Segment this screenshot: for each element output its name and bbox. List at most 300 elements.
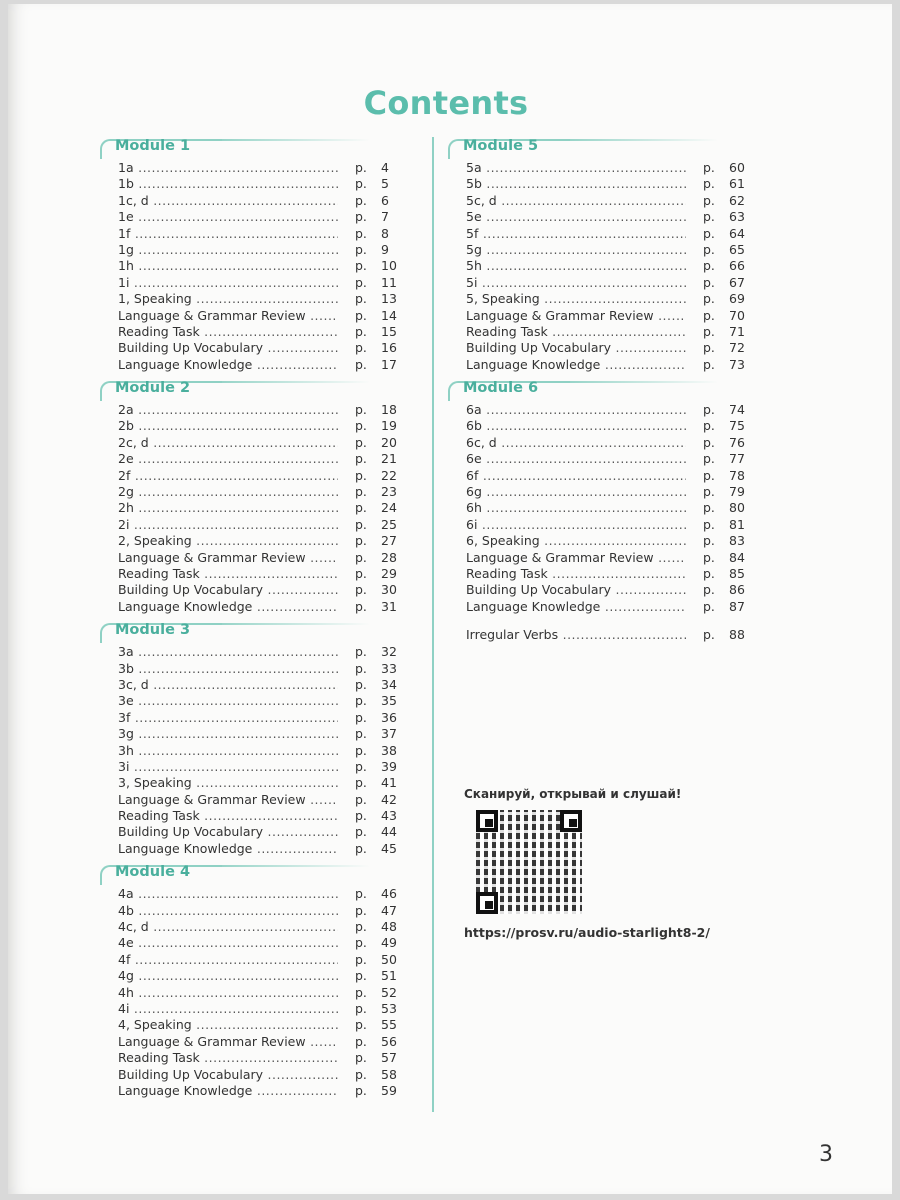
entry-p: p. — [355, 402, 367, 418]
entry-page: 33 — [381, 660, 397, 676]
contents-entry — [100, 726, 420, 742]
entry-page: 8 — [381, 225, 389, 241]
contents-entry — [448, 517, 768, 533]
entry-name: 6c, d ..... — [466, 435, 686, 450]
contents-entry — [100, 775, 420, 791]
entry-name: 4h ..... — [118, 985, 338, 1000]
contents-entry — [448, 357, 768, 373]
entry-p: p. — [355, 192, 367, 208]
entry-name: Building Up Vocabulary ..... — [118, 340, 338, 355]
entry-p: p. — [703, 160, 715, 175]
entry-name: 6f ..... — [466, 468, 686, 483]
entry-p: p. — [703, 418, 715, 434]
entry-p: p. — [703, 467, 715, 483]
entry-page: 14 — [381, 307, 397, 323]
entry-name: 1f ..... — [118, 226, 338, 241]
qr-caption: Сканируй, открывай и слушай! — [464, 787, 682, 801]
entry-p: p. — [355, 160, 367, 175]
entry-p: p. — [703, 402, 715, 418]
contents-entry — [100, 176, 420, 192]
entry-page: 62 — [729, 192, 745, 208]
entry-page: 49 — [381, 935, 397, 951]
entry-p: p. — [703, 484, 715, 500]
entry-name: Reading Task ..... — [466, 566, 686, 581]
entry-p: p. — [355, 291, 367, 307]
entry-p: p. — [355, 984, 367, 1000]
entry-page: 30 — [381, 582, 397, 598]
entry-p: p. — [355, 1017, 367, 1033]
entry-p: p. — [355, 516, 367, 532]
entry-p: p. — [355, 1082, 367, 1098]
entry-p: p. — [703, 323, 715, 339]
entry-name: Language Knowledge ..... — [118, 1083, 338, 1098]
entry-name: 4a ..... — [118, 886, 338, 901]
contents-entry — [448, 258, 768, 274]
entry-page: 64 — [729, 225, 745, 241]
entry-page: 84 — [729, 549, 745, 565]
entry-p: p. — [355, 176, 367, 192]
entry-p: p. — [355, 274, 367, 290]
module-rule — [210, 139, 370, 141]
entry-name: 4, Speaking ..... — [118, 1017, 338, 1032]
entry-p: p. — [355, 467, 367, 483]
entry-name: 1h ..... — [118, 258, 338, 273]
entry-name: 6b ..... — [466, 418, 686, 433]
contents-entry — [448, 226, 768, 242]
contents-entry — [448, 418, 768, 434]
entry-page: 88 — [729, 627, 745, 643]
contents-entry — [100, 258, 420, 274]
contents-entry — [100, 599, 420, 615]
entry-name: Language Knowledge ..... — [118, 357, 338, 372]
entry-page: 7 — [381, 209, 389, 225]
entry-page: 60 — [729, 160, 745, 175]
module-section — [448, 381, 768, 615]
contents-column-right — [448, 139, 768, 644]
entry-name: 3a ..... — [118, 644, 338, 659]
module-label: Module 4 — [115, 864, 191, 881]
entry-page: 56 — [381, 1033, 397, 1049]
entry-page: 44 — [381, 824, 397, 840]
entry-page: 47 — [381, 902, 397, 918]
entry-page: 61 — [729, 176, 745, 192]
entry-p: p. — [355, 676, 367, 692]
entry-page: 81 — [729, 516, 745, 532]
entry-name: 3f ..... — [118, 710, 338, 725]
entry-page: 35 — [381, 693, 397, 709]
entry-page: 20 — [381, 434, 397, 450]
entry-p: p. — [703, 598, 715, 614]
contents-entry — [100, 566, 420, 582]
entry-p: p. — [355, 434, 367, 450]
entry-p: p. — [355, 775, 367, 791]
entry-name: 2c, d ..... — [118, 435, 338, 450]
contents-entry — [448, 599, 768, 615]
page-title: Contents — [363, 84, 529, 122]
contents-entry — [448, 275, 768, 291]
entry-p: p. — [355, 1033, 367, 1049]
entry-p: p. — [703, 340, 715, 356]
entry-name: Reading Task ..... — [466, 324, 686, 339]
entry-p: p. — [355, 840, 367, 856]
entry-page: 58 — [381, 1066, 397, 1082]
entry-p: p. — [703, 274, 715, 290]
entry-p: p. — [355, 307, 367, 323]
contents-entry — [100, 759, 420, 775]
entry-page: 50 — [381, 951, 397, 967]
entry-name: Building Up Vocabulary ..... — [466, 340, 686, 355]
entry-page: 23 — [381, 484, 397, 500]
entry-page: 34 — [381, 676, 397, 692]
entry-page: 37 — [381, 726, 397, 742]
module-rule — [558, 139, 718, 141]
entry-page: 28 — [381, 549, 397, 565]
contents-entry — [100, 1017, 420, 1033]
entry-p: p. — [355, 808, 367, 824]
entry-name: 1, Speaking ..... — [118, 291, 338, 306]
module-header — [100, 381, 420, 400]
entry-name: Language Knowledge ..... — [118, 841, 338, 856]
entry-page: 29 — [381, 565, 397, 581]
entry-p: p. — [355, 886, 367, 902]
entry-page: 41 — [381, 775, 397, 791]
entry-page: 86 — [729, 582, 745, 598]
entry-name: 4b ..... — [118, 903, 338, 918]
contents-entry — [448, 451, 768, 467]
entry-p: p. — [355, 935, 367, 951]
entry-page: 43 — [381, 808, 397, 824]
contents-entry — [448, 340, 768, 356]
book-page — [8, 4, 892, 1194]
entry-page: 27 — [381, 533, 397, 549]
entry-page: 10 — [381, 258, 397, 274]
entry-p: p. — [355, 323, 367, 339]
entry-name: 3, Speaking ..... — [118, 775, 338, 790]
contents-entry — [100, 550, 420, 566]
entry-page: 21 — [381, 451, 397, 467]
contents-entry — [448, 242, 768, 258]
contents-entry — [448, 435, 768, 451]
contents-entry — [100, 824, 420, 840]
entry-p: p. — [355, 742, 367, 758]
entry-name: 5i ..... — [466, 275, 686, 290]
contents-entry — [100, 952, 420, 968]
entry-name: 5c, d ..... — [466, 193, 686, 208]
contents-entry — [448, 324, 768, 340]
entry-p: p. — [355, 951, 367, 967]
entry-p: p. — [355, 824, 367, 840]
entry-page: 38 — [381, 742, 397, 758]
entry-name: Building Up Vocabulary ..... — [118, 824, 338, 839]
entry-name: Building Up Vocabulary ..... — [118, 1067, 338, 1082]
audio-url-link[interactable]: https://prosv.ru/audio-starlight8-2/ — [464, 925, 710, 940]
module-rule — [558, 381, 718, 383]
entry-name: 5e ..... — [466, 209, 686, 224]
entry-name: 5a ..... — [466, 160, 686, 175]
entry-p: p. — [703, 516, 715, 532]
contents-entry — [100, 357, 420, 373]
entry-page: 59 — [381, 1082, 397, 1098]
entry-p: p. — [355, 549, 367, 565]
contents-entry — [100, 1067, 420, 1083]
contents-entry — [100, 517, 420, 533]
entry-name: Reading Task ..... — [118, 1050, 338, 1065]
contents-entry — [448, 468, 768, 484]
entry-name: 3h ..... — [118, 743, 338, 758]
contents-entry — [100, 919, 420, 935]
entry-name: 2f ..... — [118, 468, 338, 483]
module-section — [100, 865, 420, 1099]
contents-entry — [100, 291, 420, 307]
module-section — [100, 139, 420, 373]
entry-page: 19 — [381, 418, 397, 434]
entry-name: 3g ..... — [118, 726, 338, 741]
entry-p: p. — [355, 533, 367, 549]
entry-page: 5 — [381, 176, 389, 192]
entry-p: p. — [355, 709, 367, 725]
entry-name: Language & Grammar Review ..... — [118, 1034, 338, 1049]
module-rule — [210, 865, 370, 867]
entry-p: p. — [703, 209, 715, 225]
entry-page: 46 — [381, 886, 397, 902]
entry-name: 2i ..... — [118, 517, 338, 532]
entry-page: 9 — [381, 241, 389, 257]
entry-page: 74 — [729, 402, 745, 418]
entry-name: 6h ..... — [466, 500, 686, 515]
entry-p: p. — [355, 500, 367, 516]
contents-entry — [100, 808, 420, 824]
entry-p: p. — [703, 307, 715, 323]
entry-name: 5, Speaking ..... — [466, 291, 686, 306]
module-header — [100, 865, 420, 884]
entry-page: 48 — [381, 919, 397, 935]
entry-page: 63 — [729, 209, 745, 225]
entry-p: p. — [703, 192, 715, 208]
entry-p: p. — [355, 241, 367, 257]
entry-name: 3b ..... — [118, 661, 338, 676]
entry-name: Language & Grammar Review ..... — [118, 308, 338, 323]
entry-name: 3i ..... — [118, 759, 338, 774]
entry-name: Language & Grammar Review ..... — [466, 550, 686, 565]
entry-p: p. — [355, 565, 367, 581]
contents-entry — [448, 582, 768, 598]
entry-name: Reading Task ..... — [118, 324, 338, 339]
entry-name: Building Up Vocabulary ..... — [118, 582, 338, 597]
entry-name: 4c, d ..... — [118, 919, 338, 934]
entry-page: 67 — [729, 274, 745, 290]
module-rule — [210, 381, 370, 383]
contents-entry — [100, 985, 420, 1001]
contents-entry — [100, 275, 420, 291]
entry-p: p. — [355, 582, 367, 598]
entry-p: p. — [355, 598, 367, 614]
contents-entry — [100, 1083, 420, 1099]
entry-p: p. — [703, 176, 715, 192]
module-section — [100, 623, 420, 857]
entry-p: p. — [355, 340, 367, 356]
entry-page: 39 — [381, 758, 397, 774]
entry-p: p. — [703, 582, 715, 598]
entry-name: 6a ..... — [466, 402, 686, 417]
entry-name: 4g ..... — [118, 968, 338, 983]
contents-entry — [100, 582, 420, 598]
entry-name: Language Knowledge ..... — [118, 599, 338, 614]
entry-page: 65 — [729, 241, 745, 257]
contents-entry — [100, 661, 420, 677]
entry-name: Reading Task ..... — [118, 808, 338, 823]
entry-page: 42 — [381, 791, 397, 807]
entry-name: Language & Grammar Review ..... — [466, 308, 686, 323]
entry-page: 6 — [381, 192, 389, 208]
contents-entry — [100, 242, 420, 258]
contents-entry — [100, 1001, 420, 1017]
entry-p: p. — [703, 451, 715, 467]
module-label: Module 5 — [463, 138, 539, 154]
contents-entry — [448, 402, 768, 418]
entry-page: 24 — [381, 500, 397, 516]
module-label: Module 3 — [115, 622, 191, 639]
entry-page: 71 — [729, 323, 745, 339]
entry-page: 18 — [381, 402, 397, 418]
entry-page: 25 — [381, 516, 397, 532]
module-label: Module 1 — [115, 138, 191, 154]
contents-entry — [100, 886, 420, 902]
entry-p: p. — [703, 500, 715, 516]
entry-name: 5b ..... — [466, 176, 686, 191]
qr-finder-icon — [560, 810, 582, 832]
entry-name: 1b ..... — [118, 176, 338, 191]
contents-entry — [100, 160, 420, 176]
entry-page: 70 — [729, 307, 745, 323]
entry-name: 1c, d ..... — [118, 193, 338, 208]
entry-name: 3c, d ..... — [118, 677, 338, 692]
contents-entry — [100, 644, 420, 660]
entry-p: p. — [703, 258, 715, 274]
contents-entry — [100, 193, 420, 209]
entry-name: 1a ..... — [118, 160, 338, 175]
entry-page: 51 — [381, 968, 397, 984]
entry-p: p. — [355, 451, 367, 467]
contents-entry — [100, 677, 420, 693]
entry-p: p. — [355, 484, 367, 500]
qr-finder-icon — [476, 810, 498, 832]
entry-p: p. — [703, 565, 715, 581]
entry-name: 2b ..... — [118, 418, 338, 433]
entry-p: p. — [703, 549, 715, 565]
contents-entry — [100, 308, 420, 324]
contents-entry — [100, 500, 420, 516]
entry-p: p. — [355, 660, 367, 676]
contents-entry — [100, 841, 420, 857]
contents-entry — [100, 209, 420, 225]
entry-p: p. — [355, 209, 367, 225]
contents-entry — [100, 935, 420, 951]
entry-page: 22 — [381, 467, 397, 483]
entry-p: p. — [355, 225, 367, 241]
entry-page: 72 — [729, 340, 745, 356]
contents-entry — [100, 710, 420, 726]
entry-p: p. — [355, 919, 367, 935]
contents-entry — [448, 176, 768, 192]
module-section — [100, 381, 420, 615]
entry-name: Language Knowledge ..... — [466, 357, 686, 372]
contents-entry — [100, 792, 420, 808]
contents-entry — [448, 308, 768, 324]
entry-name: 4f ..... — [118, 952, 338, 967]
contents-entry — [100, 226, 420, 242]
entry-page: 17 — [381, 356, 397, 372]
contents-entry — [100, 743, 420, 759]
entry-name: 5g ..... — [466, 242, 686, 257]
entry-page: 4 — [381, 160, 389, 175]
contents-entry — [100, 402, 420, 418]
contents-entry — [448, 193, 768, 209]
contents-entry — [100, 1034, 420, 1050]
contents-entry — [100, 324, 420, 340]
column-divider — [432, 137, 434, 1112]
contents-entry — [100, 418, 420, 434]
entry-p: p. — [703, 434, 715, 450]
contents-entry — [100, 693, 420, 709]
entry-p: p. — [355, 1050, 367, 1066]
entry-page: 66 — [729, 258, 745, 274]
entry-p: p. — [355, 693, 367, 709]
entry-p: p. — [703, 627, 715, 643]
entry-name: 6e ..... — [466, 451, 686, 466]
entry-page: 75 — [729, 418, 745, 434]
contents-entry — [100, 435, 420, 451]
contents-entry — [100, 1050, 420, 1066]
module-rule — [210, 623, 370, 625]
page-number: 3 — [819, 1142, 833, 1167]
entry-p: p. — [703, 533, 715, 549]
entry-page: 73 — [729, 356, 745, 372]
contents-entry — [448, 484, 768, 500]
entry-name: 1e ..... — [118, 209, 338, 224]
module-header — [448, 381, 768, 400]
module-label: Module 2 — [115, 380, 191, 397]
entry-page: 36 — [381, 709, 397, 725]
contents-entry — [448, 500, 768, 516]
entry-name: 5f ..... — [466, 226, 686, 241]
entry-name: 6i ..... — [466, 517, 686, 532]
entry-p: p. — [355, 1066, 367, 1082]
entry-p: p. — [355, 418, 367, 434]
entry-page: 55 — [381, 1017, 397, 1033]
entry-p: p. — [355, 1000, 367, 1016]
contents-entry — [100, 340, 420, 356]
entry-p: p. — [355, 791, 367, 807]
entry-name: 4i ..... — [118, 1001, 338, 1016]
entry-name: 4e ..... — [118, 935, 338, 950]
entry-p: p. — [355, 644, 367, 660]
entry-p: p. — [355, 258, 367, 274]
contents-entry — [100, 484, 420, 500]
entry-name: Language & Grammar Review ..... — [118, 792, 338, 807]
entry-name: 6g ..... — [466, 484, 686, 499]
entry-p: p. — [355, 726, 367, 742]
contents-entry — [100, 451, 420, 467]
module-header — [100, 139, 420, 158]
entry-page: 13 — [381, 291, 397, 307]
entry-page: 11 — [381, 274, 397, 290]
entry-p: p. — [703, 291, 715, 307]
entry-name: 2g ..... — [118, 484, 338, 499]
module-section — [448, 139, 768, 373]
entry-name: 2a ..... — [118, 402, 338, 417]
entry-p: p. — [355, 968, 367, 984]
entry-page: 32 — [381, 644, 397, 660]
